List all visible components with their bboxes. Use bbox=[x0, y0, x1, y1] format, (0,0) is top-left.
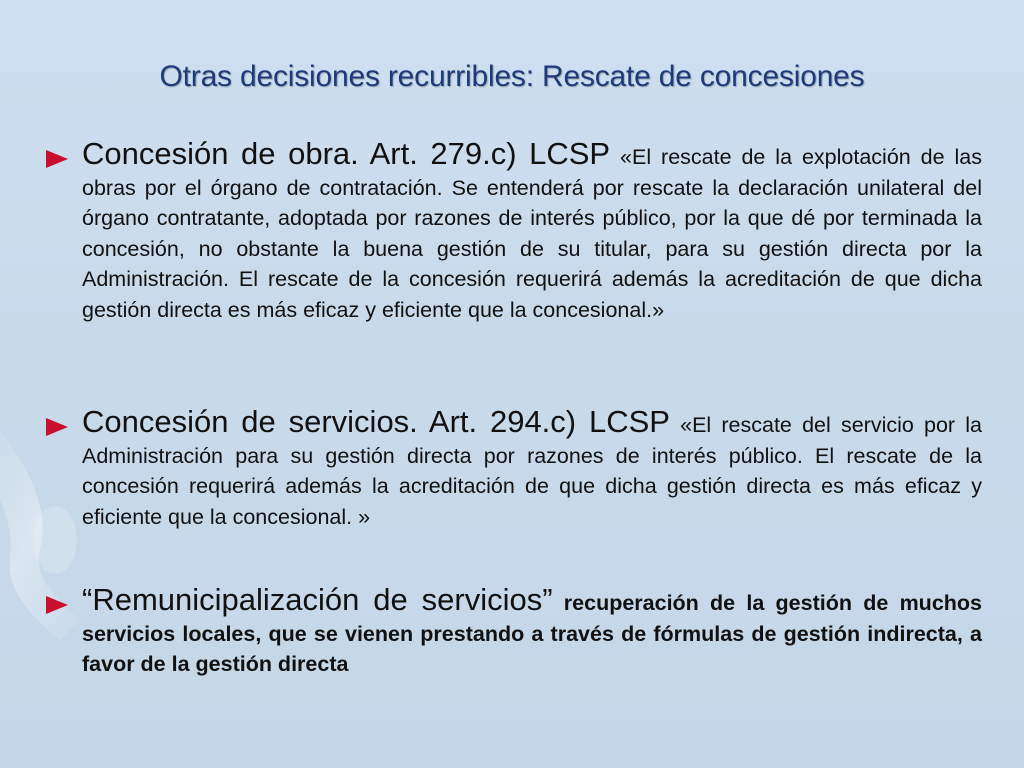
bullet-item-concesion-obra bbox=[46, 136, 982, 325]
right-pointer-arrow-icon bbox=[46, 596, 70, 616]
bullet-list bbox=[46, 136, 983, 676]
bullet-lead-text: Concesión de servicios. Art. 294.c) LCSP bbox=[82, 404, 670, 439]
slide-title: Otras decisiones recurribles: Rescate de concesiones bbox=[159, 60, 865, 93]
bullet-lead-text: “Remunicipalización de servicios” bbox=[82, 582, 553, 617]
bullet-item-concesion-servicios bbox=[46, 404, 982, 532]
right-pointer-arrow-icon bbox=[46, 418, 70, 438]
bullet-lead-text: Concesión de obra. Art. 279.c) LCSP bbox=[82, 136, 611, 171]
bullet-item-remunicipalizacion bbox=[46, 582, 982, 680]
right-pointer-arrow-icon bbox=[46, 150, 70, 170]
bullet-body-text: «El rescate del servicio por la Administración para su gestión directa por razones de interés público. El rescate de la concesión requerirá además la acreditación de que dicha gestión directa es más eficaz y eficiente que la concesional. » bbox=[82, 413, 983, 529]
bullet-body-text: «El rescate de la explotación de las obras por el órgano de contratación. Se entenderá por rescate la declaración unilateral del órgano contratante, adoptada por razones de interés público, por la que dé por terminada la concesión, no obstante la buena gestión de su titular, para su gestión directa por la Administración. El rescate de la concesión requerirá además la acreditación de que dicha gestión directa es más eficaz y eficiente que la concesional.» bbox=[82, 145, 982, 322]
bullet-body-text: recuperación de la gestión de muchos servicios locales, que se vienen prestando a través de fórmulas de gestión indirecta, a favor de la gestión directa bbox=[82, 591, 982, 676]
